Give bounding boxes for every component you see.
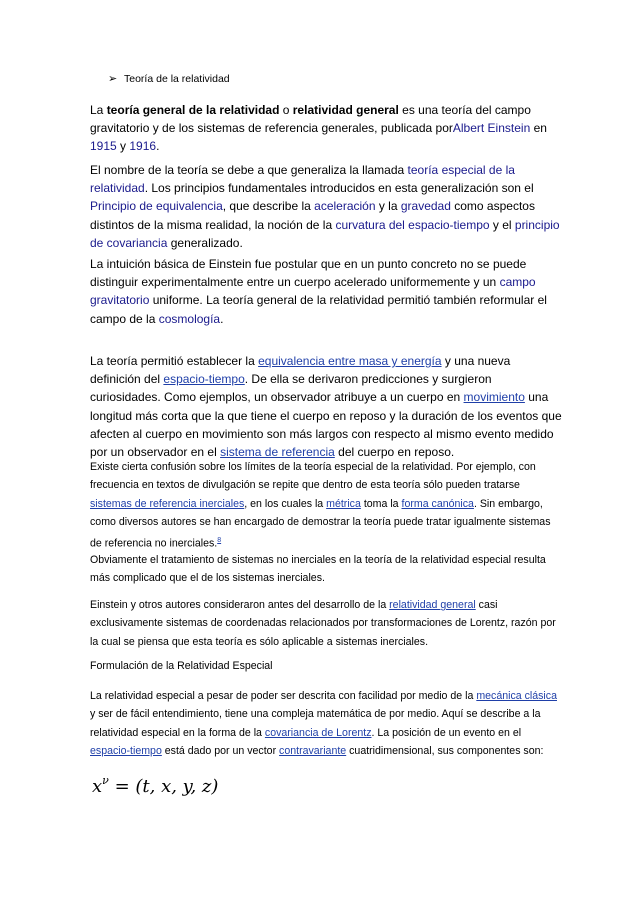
bullet-heading (108, 72, 230, 85)
paragraph-3: La intuición básica de Einstein fue postular que en un punto concreto no se puede distinguir experimentalmente entre un cuerpo acelerado uniformemente y un campo gravitatorio uniforme. La teoría general de la relatividad permitió también reformular el campo de la cosmología. (90, 257, 547, 326)
link-relatividad-general[interactable]: relatividad general (389, 599, 476, 611)
bold-term: teoría general de la relatividad (106, 103, 280, 117)
link-cosmologia[interactable]: cosmología (158, 311, 221, 326)
link-mecanica-clasica[interactable]: mecánica clásica (476, 690, 557, 702)
bullet-heading-text: Teoría de la relatividad (124, 73, 230, 85)
link-movimiento[interactable]: movimiento (463, 390, 525, 405)
link-curvatura[interactable]: curvatura del espacio-tiempo (335, 217, 490, 232)
link-sistema-referencia[interactable]: sistema de referencia (220, 445, 335, 460)
link-gravedad[interactable]: gravedad (400, 199, 451, 214)
link-teoria-especial[interactable]: teoría especial de la relatividad (90, 163, 515, 196)
link-campo-gravitatorio[interactable]: campo gravitatorio (90, 275, 536, 308)
paragraph-1: La teoría general de la relatividad o relatividad general es una teoría del campo gravitatorio y de los sistemas de referencia generales, publicada porAlbert Einstein en 1915 y 1916. (90, 103, 547, 154)
link-sistemas-inerciales[interactable]: sistemas de referencia inerciales (90, 497, 245, 510)
link-aceleracion[interactable]: aceleración (314, 199, 376, 214)
link-forma-canonica[interactable]: forma canónica (401, 497, 474, 510)
bold-term: relatividad general (292, 103, 399, 117)
formula-four-vector: $x^\nu = (t$, x, y, z) (92, 774, 219, 797)
paragraph-6: Obviamente el tratamiento de sistemas no inerciales en la teoría de la relatividad especial resulta más complicado que el de los sistemas inerciales. (90, 554, 546, 585)
link-albert-einstein[interactable]: Albert Einstein (452, 121, 531, 136)
link-espacio-tiempo-2[interactable]: espacio-tiempo (90, 745, 162, 758)
paragraph-7: Einstein y otros autores consideraron antes del desarrollo de la relatividad general casi exclusivamente sistemas de coordenadas relacionados por transformaciones de Lorentz, razón por la cual se piensa que esta teoría es sólo aplicable a sistemas inerciales. (90, 599, 556, 648)
arrow-bullet-icon: ➢ (108, 73, 118, 85)
link-espacio-tiempo[interactable]: espacio-tiempo (163, 372, 245, 387)
paragraph-4: La teoría permitió establecer la equivalencia entre masa y energía y una nueva definición del espacio-tiempo. De ella se derivaron predicciones y surgieron curiosidades. Como ejemplos, un observador atribuye a un cuerpo en movimiento una longitud más corta que la que tiene el cuerpo en reposo y la duración de los eventos que afecten al cuerpo en movimiento son más largos con respecto al mismo evento medido por un observador en el sistema de referencia del cuerpo en reposo. (90, 354, 562, 460)
link-covariancia-lorentz[interactable]: covariancia de Lorentz (264, 726, 372, 739)
paragraph-5: Existe cierta confusión sobre los límites de la teoría especial de la relatividad. Por ejemplo, con frecuencia en textos de divulgación se repite que dentro de esta teoría sólo pueden tratarse sistemas de referencia inerciales, en los cuales la métrica toma la forma canónica. Sin embargo, como diversos autores se han encargado de demostrar la teoría puede tratar igualmente sistemas de referencia no inerciales.$^8$ (90, 461, 551, 550)
link-1915[interactable]: 1915 (90, 139, 117, 154)
footnote-ref[interactable]: 8 (217, 536, 222, 544)
section-heading: Formulación de la Relatividad Especial (90, 660, 273, 672)
link-principio-covariancia[interactable]: principio de covariancia (90, 217, 560, 250)
link-principio-equivalencia[interactable]: Principio de equivalencia (90, 199, 223, 214)
link-1916[interactable]: 1916 (129, 139, 157, 154)
link-equivalencia-masa-energia[interactable]: equivalencia entre masa y energía (258, 354, 442, 368)
paragraph-9: La relatividad especial a pesar de poder ser descrita con facilidad por medio de la mecánica clásica y ser de fácil entendimiento, tiene una compleja matemática de por medio. Aquí se describe a la relatividad especial en la forma de la covariancia de Lorentz. La posición de un evento en el espacio-tiempo está dado por un vector contravariante cuatridimensional, sus componentes son: (90, 690, 557, 758)
paragraph-2: El nombre de la teoría se debe a que generaliza la llamada teoría especial de la relatividad. Los principios fundamentales introducidos en esta generalización son el Principio de equivalencia, que describe la aceleración y la gravedad como aspectos distintos de la misma realidad, la noción de la curvatura del espacio-tiempo y el principio de covariancia generalizado. (90, 163, 560, 250)
link-contravariante[interactable]: contravariante (279, 745, 347, 758)
link-metrica[interactable]: métrica (326, 497, 361, 510)
